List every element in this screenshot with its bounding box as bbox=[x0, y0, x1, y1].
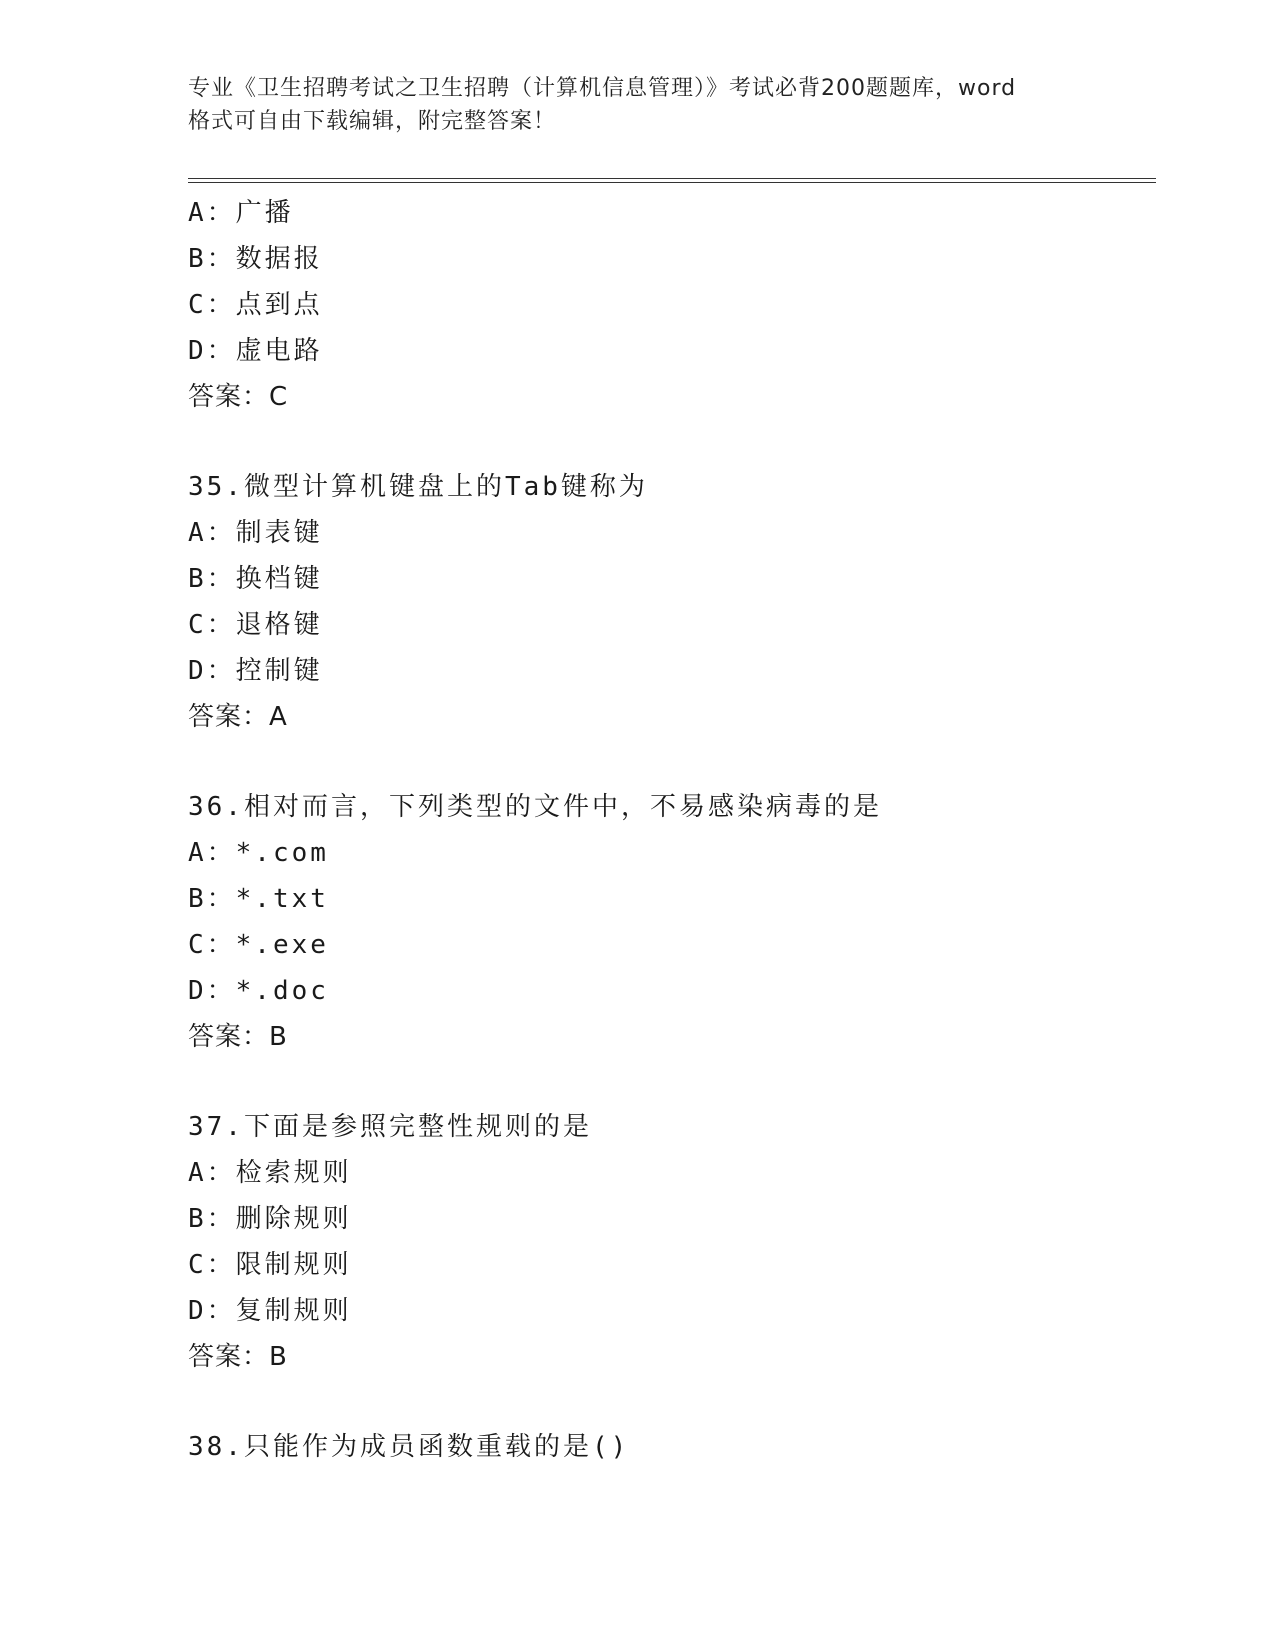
option-b: B：删除规则 bbox=[188, 1204, 352, 1234]
option-d: D：控制键 bbox=[188, 656, 323, 686]
option-d: D：*.doc bbox=[188, 976, 329, 1006]
option-c: C：限制规则 bbox=[188, 1250, 352, 1280]
option-a: A：检索规则 bbox=[188, 1158, 352, 1188]
option-d: D：复制规则 bbox=[188, 1296, 352, 1326]
question-block-35 bbox=[188, 464, 1148, 740]
option-a: A：*.com bbox=[188, 838, 329, 868]
option-b: B：*.txt bbox=[188, 884, 329, 914]
header-line-2: 格式可自由下载编辑，附完整答案！ bbox=[188, 109, 557, 134]
question-block-38 bbox=[188, 1424, 1148, 1470]
header-divider-bottom bbox=[188, 182, 1156, 183]
header-line-1: 专业《卫生招聘考试之卫生招聘（计算机信息管理）》考试必背200题题库，word bbox=[188, 76, 1017, 101]
answer: 答案：C bbox=[188, 382, 289, 412]
option-b: B：换档键 bbox=[188, 564, 323, 594]
answer: 答案：B bbox=[188, 1342, 288, 1372]
question-list bbox=[188, 190, 1148, 1470]
document-header bbox=[188, 72, 1108, 138]
question-block-34 bbox=[188, 190, 1148, 420]
option-b: B：数据报 bbox=[188, 244, 323, 274]
question-block-37 bbox=[188, 1104, 1148, 1380]
question-block-36 bbox=[188, 784, 1148, 1060]
option-a: A：制表键 bbox=[188, 518, 323, 548]
question-text: 35.微型计算机键盘上的Tab键称为 bbox=[188, 472, 648, 502]
question-text: 37.下面是参照完整性规则的是 bbox=[188, 1112, 592, 1142]
option-c: C：退格键 bbox=[188, 610, 323, 640]
option-c: C：点到点 bbox=[188, 290, 323, 320]
option-c: C：*.exe bbox=[188, 930, 329, 960]
question-text: 36.相对而言，下列类型的文件中，不易感染病毒的是 bbox=[188, 792, 882, 822]
answer: 答案：B bbox=[188, 1022, 288, 1052]
question-text: 38.只能作为成员函数重载的是() bbox=[188, 1432, 630, 1462]
option-a: A：广播 bbox=[188, 198, 294, 228]
option-d: D：虚电路 bbox=[188, 336, 323, 366]
header-divider-top bbox=[188, 178, 1156, 179]
answer: 答案：A bbox=[188, 702, 288, 732]
